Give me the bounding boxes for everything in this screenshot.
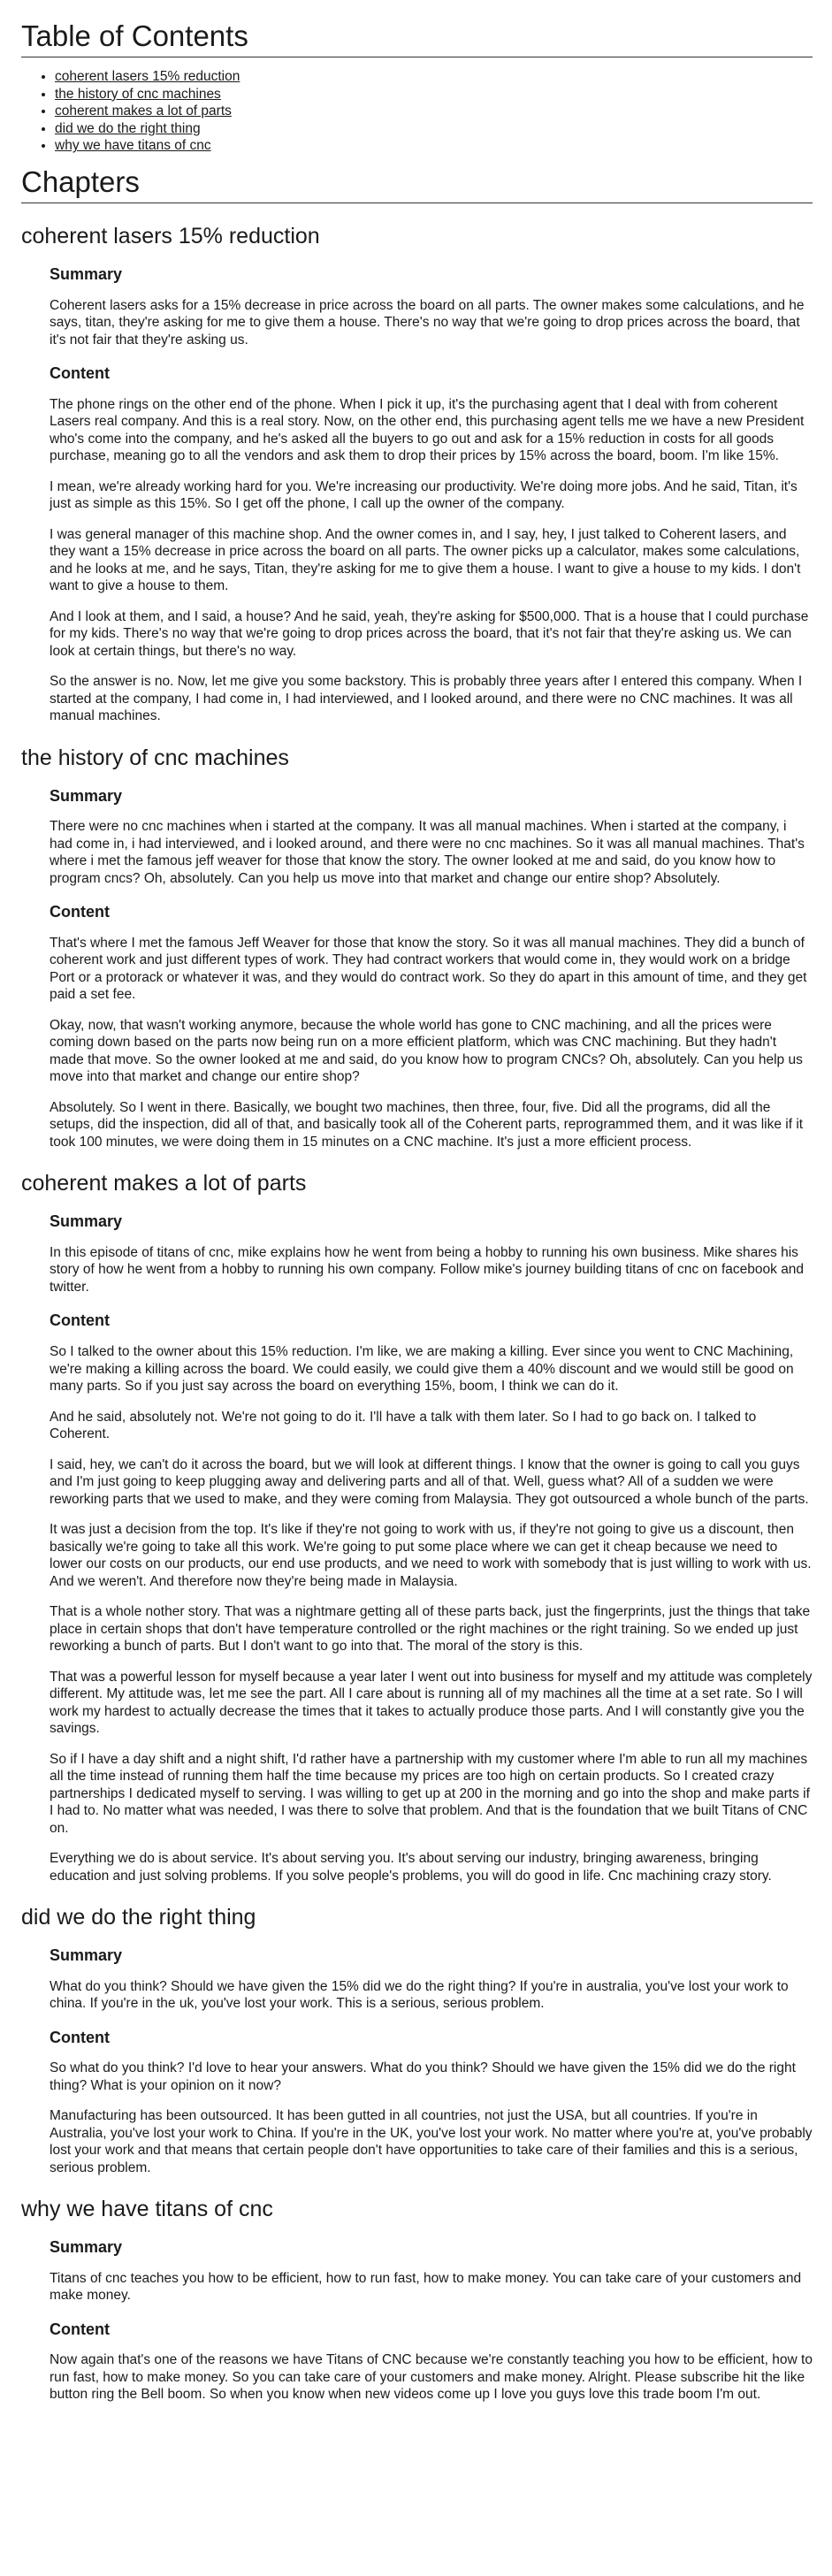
toc-item [55, 103, 813, 120]
content-paragraph: I said, hey, we can't do it across the board, but we will look at different things. I know that the owner is going to call you guys and I'm just going to keep plugging away and delivering parts and all of that. Well, guess what? All of a sudden we were reworking parts that we used to make, and they were coming from Malaysia. They got outsourced a whole bunch of the parts. [50, 1456, 809, 1507]
toc-item [55, 120, 813, 138]
summary-heading: Summary [50, 1212, 123, 1231]
content-heading: Content [50, 2028, 110, 2046]
toc-link[interactable]: coherent lasers 15% reduction [55, 69, 240, 85]
toc-item [55, 68, 813, 86]
content-heading: Content [50, 903, 110, 921]
summary-heading: Summary [50, 265, 123, 283]
content-paragraph: I mean, we're already working hard for you. We're increasing our productivity. We're doing more jobs. And he said, Titan, it's just as simple as this 15%. So I get off the phone, I call up the owner of the company. [50, 478, 798, 512]
chapter-body [21, 2238, 813, 2404]
content-paragraph: Everything we do is about service. It's about serving you. It's about serving our industry, bringing awareness, bringing education and just solving problems. If you solve people's problems, you will do good in life. Cnc machining crazy story. [50, 1851, 772, 1884]
toc-item [55, 86, 813, 103]
summary-paragraph: In this episode of titans of cnc, mike explains how he went from being a hobby to running his own business. Mike shares his story of how he went from a hobby to running his own company. Follow mike's journey building titans of cnc on facebook and twitter. [50, 1244, 805, 1295]
content-heading: Content [50, 364, 110, 383]
content-paragraph: That was a powerful lesson for myself because a year later I went out into business for myself and my attitude was completely different. My attitude was, let me see the part. All I care about is running all of my machines all the time at a set rate. So I will work my hardest to actually decrease the times that it takes to actually produce those parts. And I will constantly give you the savings. [50, 1669, 813, 1737]
summary-paragraph: What do you think? Should we have given the 15% did we do the right thing? If you're in australia, you've lost your work to china. If you're in the uk, you've lost your work. This is a serious, serious problem. [50, 1978, 789, 2012]
chapter-body [21, 1212, 813, 1884]
content-paragraph: And he said, absolutely not. We're not going to do it. I'll have a talk with them later. So I had to go back on. I talked to Coherent. [50, 1409, 757, 1442]
toc-item [55, 137, 813, 155]
content-paragraph: Now again that's one of the reasons we have Titans of CNC because we're constantly teaching you how to be efficient, how to run fast, how to make money. So you can take care of your customers and make money. Alright. Please subscribe hit the like button ring the Bell boom. So when you know when new videos come up I love you guys love this trade boom I'm out. [50, 2352, 813, 2403]
summary-heading: Summary [50, 1946, 123, 1965]
content-paragraph: So the answer is no. Now, let me give you some backstory. This is probably three years after I entered this company. When I started at the company, I had come in, I had interviewed, and I looked around, and there were no CNC machines. It was all manual machines. [50, 674, 803, 724]
chapter-body [21, 1946, 813, 2176]
content-paragraph: Manufacturing has been outsourced. It has been gutted in all countries, not just the USA, but all countries. If you're in Australia, you've lost your work to China. If you're in the UK, you've lost your work. No matter where you're at, you've probably lost your work and that means that certain people don't have opportunities to take care of their families and this is a serious, serious problem. [50, 2108, 813, 2175]
chapter-title: the history of cnc machines [21, 745, 289, 770]
content-paragraph: So if I have a day shift and a night shift, I'd rather have a partnership with my customer where I'm able to run all my machines all the time instead of running them half the time because my prices are too high on certain products. So I created crazy partnerships I dedicated myself to serving. I was willing to get up at 200 in the morning and go into the shop and make parts if I had to. No matter what was needed, I was there to solve that problem. And that is the foundation that we built Titans of CNC on. [50, 1751, 810, 1836]
content-paragraph: The phone rings on the other end of the phone. When I pick it up, it's the purchasing agent that I deal with from coherent Lasers real company. And this is a real story. Now, on the other end, this purchasing agent tells me we have a new President who's come into the company, and he's asked all the buyers to go out and ask for a 15% reduction in costs for all goods purchase, meaning go to all the vendors and ask them to drop their prices by 15% across the board, boom. I'm like 15%. [50, 396, 805, 464]
toc-link[interactable]: did we do the right thing [55, 120, 201, 136]
toc-link[interactable]: why we have titans of cnc [55, 138, 211, 154]
chapter-title: did we do the right thing [21, 1905, 256, 1930]
content-heading: Content [50, 1311, 110, 1330]
content-paragraph: That's where I met the famous Jeff Weaver for those that know the story. So it was all manual machines. They did a bunch of coherent work and just different types of work. They had contract workers that would come in, they would work on a bridge Port or a protorack or whatever it was, and they would do contract work. So they do apart in this amount of time, and they get paid a set fee. [50, 935, 807, 1003]
summary-paragraph: Titans of cnc teaches you how to be efficient, how to run fast, how to make money. You can take care of your customers and make money. [50, 2270, 802, 2304]
chapter-title: coherent makes a lot of parts [21, 1171, 307, 1196]
chapters-title: Chapters [21, 164, 813, 203]
content-paragraph: And I look at them, and I said, a house? And he said, yeah, they're asking for $500,000. That is a house that I could purchase for my kids. There's no way that we're going to drop prices across the board, that it's not fair that they're asking us. We can look at certain things, but there's no way. [50, 608, 809, 659]
summary-paragraph: There were no cnc machines when i started at the company. It was all manual machines. When i started at the company, i had come in, i had interviewed, and i looked around, and there were no cnc machines. So it was all manual machines. That's where i met the famous jeff weaver for those that know the story. The owner looked at me and said, do you know how to program cncs? Oh, absolutely. Can you help us move into that market and change our entire shop? Absolutely. [50, 819, 805, 886]
chapter-title: coherent lasers 15% reduction [21, 224, 320, 248]
summary-heading: Summary [50, 2238, 123, 2257]
content-paragraph: So what do you think? I'd love to hear your answers. What do you think? Should we have given the 15% did we do the right thing? What is your opinion on it now? [50, 2060, 796, 2093]
toc-list [21, 68, 813, 155]
toc-link[interactable]: the history of cnc machines [55, 86, 221, 102]
chapters-container [21, 223, 813, 2404]
content-paragraph: I was general manager of this machine shop. And the owner comes in, and I say, hey, I just talked to Coherent lasers, and they want a 15% decrease in price across the board on all parts. The owner picks up a calculator, makes some calculations, and he looks at me, and he says, Titan, they're asking for me to give them a house. I want to give a house to my kids. I don't want to give a house to them. [50, 526, 801, 594]
content-paragraph: So I talked to the owner about this 15% reduction. I'm like, we are making a killing. Ever since you went to CNC Machining, we're making a killing across the board. We could easily, we could give them a 40% discount and we would still be good on many parts. So if you just say across the board on everything 15%, boom, I think we can do it. [50, 1344, 794, 1395]
toc-link[interactable]: coherent makes a lot of parts [55, 103, 232, 119]
toc-title: Table of Contents [21, 18, 813, 57]
content-heading: Content [50, 2320, 110, 2338]
summary-paragraph: Coherent lasers asks for a 15% decrease in price across the board on all parts. The owner makes some calculations, and he says, titan, they're asking for me to give them a house. There's no way that we're going to drop prices across the board, that it's not fair that they're asking us. [50, 297, 805, 348]
content-paragraph: It was just a decision from the top. It's like if they're not going to work with us, if they're not going to give us a discount, then basically we're going to take all this work. We're going to put some place where we can get it cheap because we need to lower our costs on our products, our end use products, and we need to work with somebody that is just willing to work with us. And we weren't. And therefore now they're being made in Malaysia. [50, 1522, 812, 1589]
chapter-body [21, 265, 813, 725]
chapter-title: why we have titans of cnc [21, 2197, 273, 2222]
chapter-body [21, 787, 813, 1151]
content-paragraph: Okay, now, that wasn't working anymore, because the whole world has gone to CNC machining, and all the prices were coming down based on the parts now being run on a more efficient platform, which was CNC machining. But they hadn't made that move. So the owner looked at me and said, do you know how to program CNCs? Oh, absolutely. Can you help us move into that market and change our entire shop? [50, 1017, 803, 1085]
content-paragraph: Absolutely. So I went in there. Basically, we bought two machines, then three, four, five. Did all the programs, did all the setups, did the inspection, did all of that, and basically took all of the Coherent parts, reprogrammed them, and it was like if it took 100 minutes, we were doing them in 15 minutes on a CNC machine. It's just a more efficient process. [50, 1099, 804, 1150]
content-paragraph: That is a whole nother story. That was a nightmare getting all of these parts back, just the fingerprints, just the things that take place in certain shops that don't have temperature controlled or the right machines or the right training. So we ended up just reworking a bunch of parts. But I don't want to go into that. The moral of the story is this. [50, 1604, 811, 1655]
summary-heading: Summary [50, 786, 123, 805]
